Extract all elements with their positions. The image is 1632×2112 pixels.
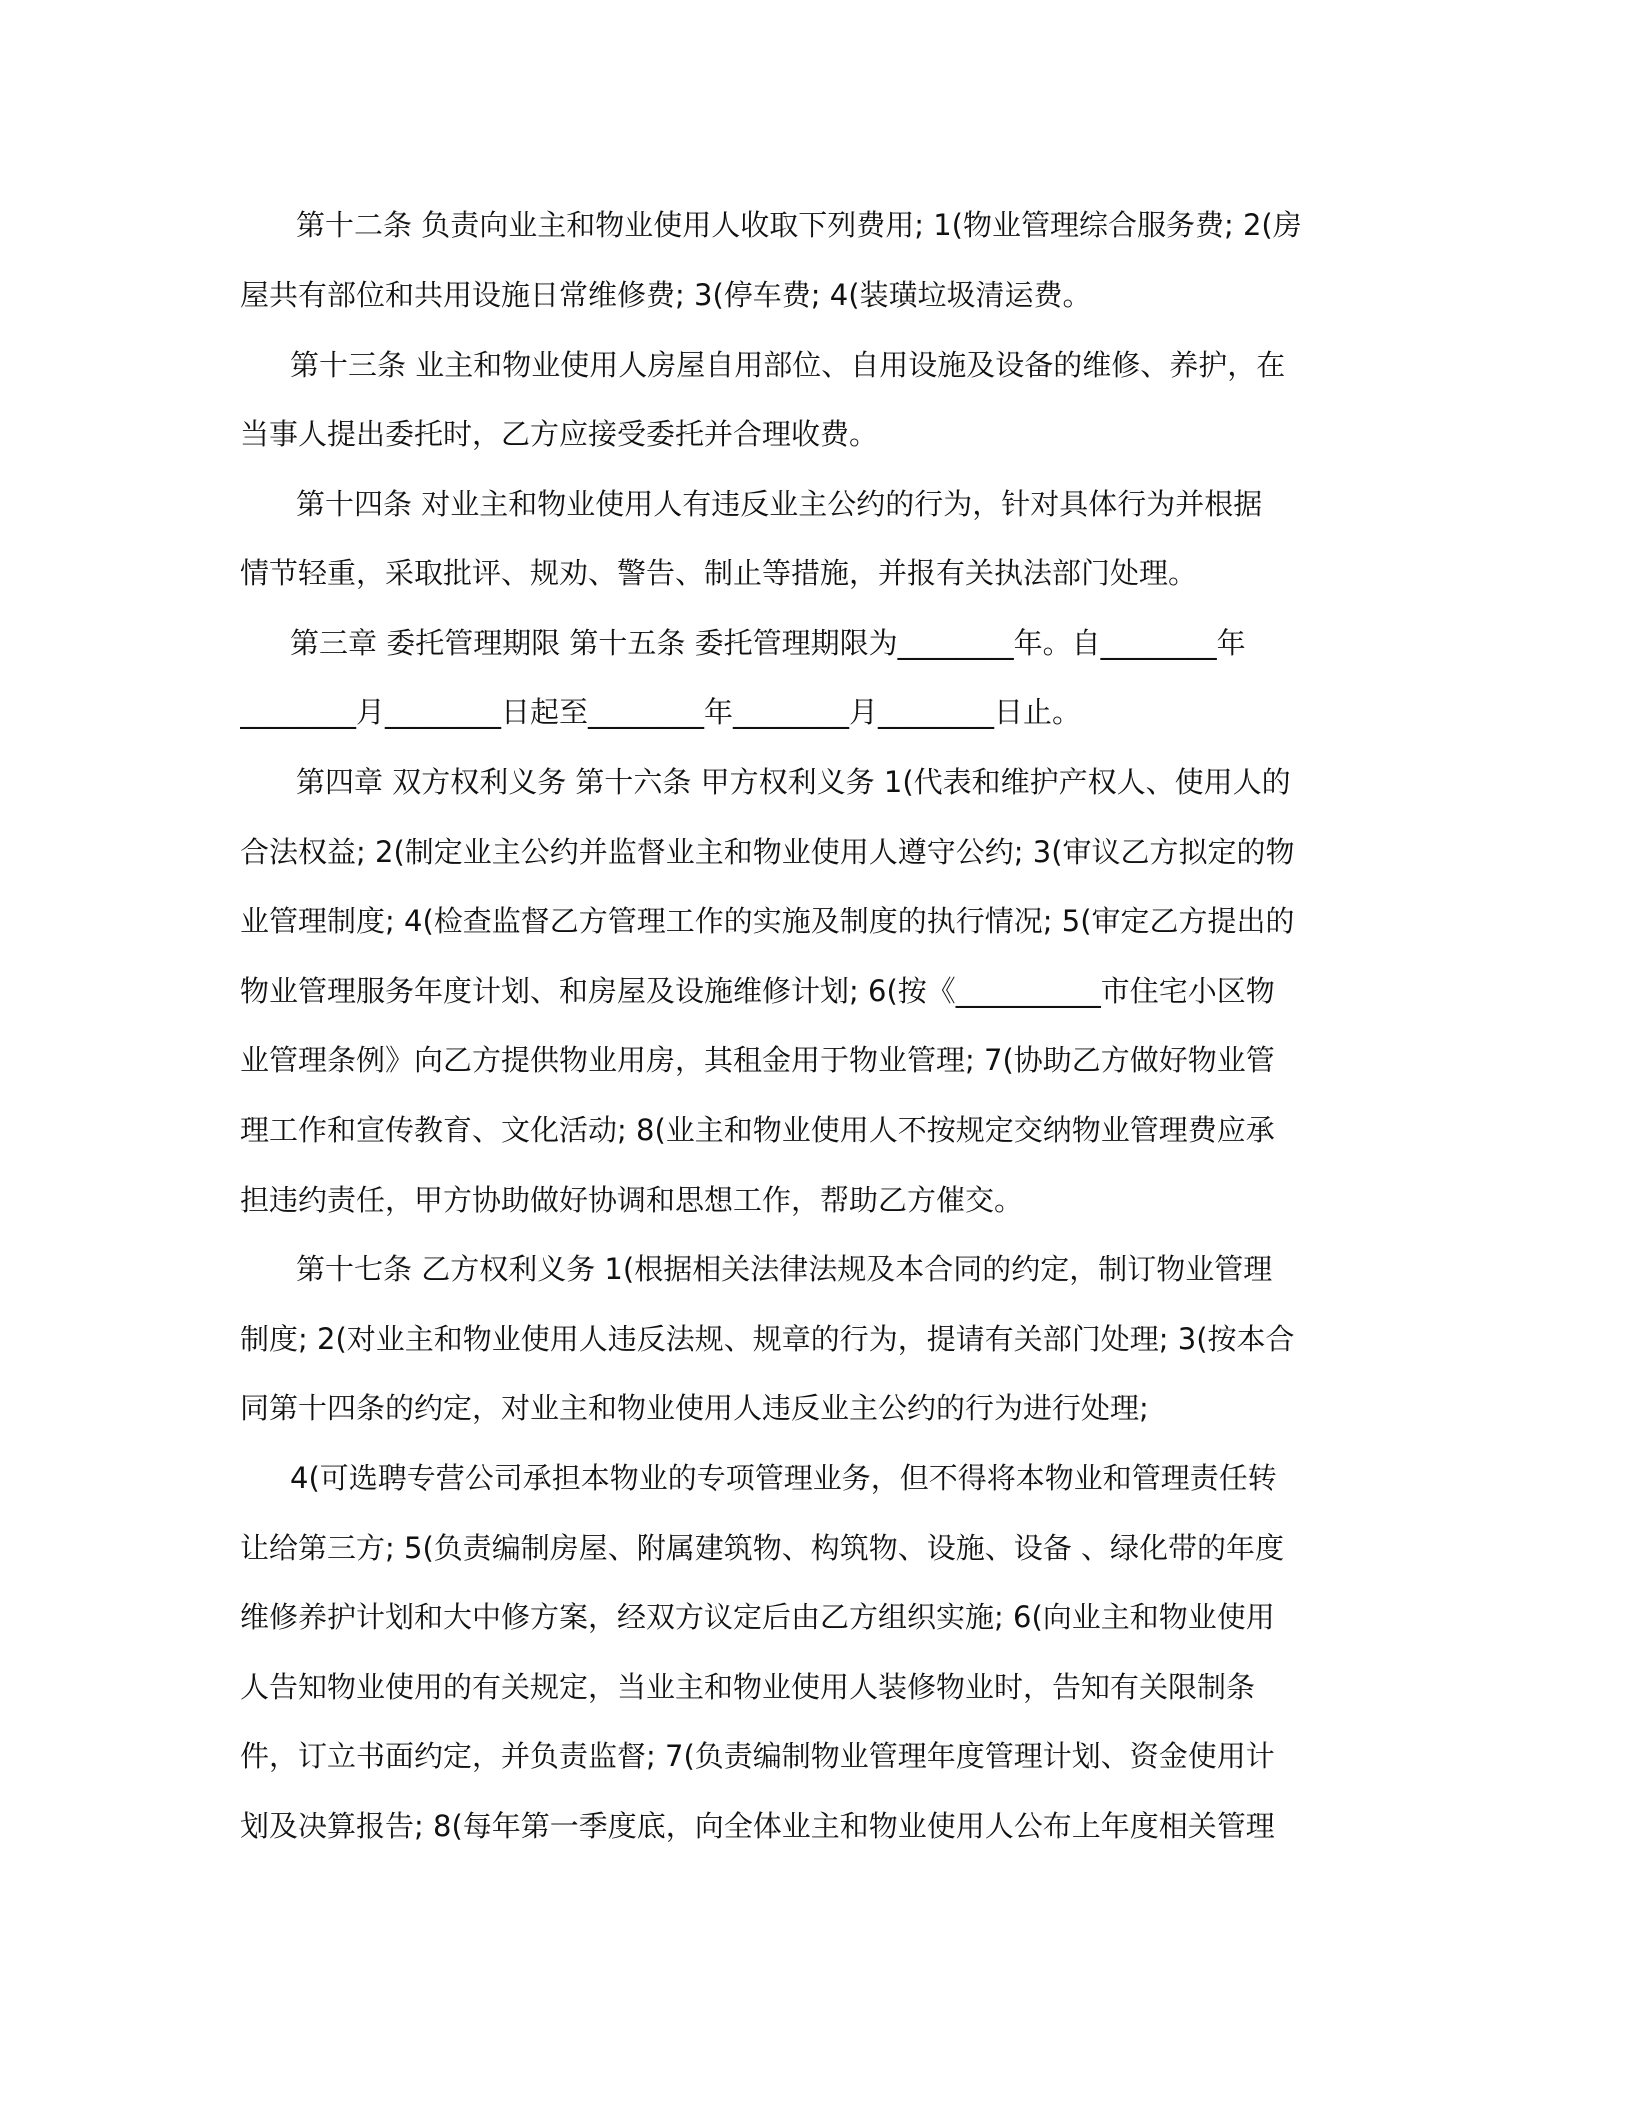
text-line: 第十四条 对业主和物业使用人有违反业主公约的行为，针对具体行为并根据 bbox=[296, 487, 1263, 521]
text-line: 当事人提出委托时，乙方应接受委托并合理收费。 bbox=[240, 417, 879, 451]
text-line: 同第十四条的约定，对业主和物业使用人违反业主公约的行为进行处理; bbox=[240, 1391, 1149, 1425]
text-line: 4(可选聘专营公司承担本物业的专项管理业务，但不得将本物业和管理责任转 bbox=[290, 1461, 1277, 1495]
text-line: 划及决算报告; 8(每年第一季度底，向全体业主和物业使用人公布上年度相关管理 bbox=[240, 1809, 1275, 1843]
text-line: 第四章 双方权利义务 第十六条 甲方权利义务 1(代表和维护产权人、使用人的 bbox=[296, 765, 1291, 799]
text-line: 理工作和宣传教育、文化活动; 8(业主和物业使用人不按规定交纳物业管理费应承 bbox=[240, 1113, 1275, 1147]
text-line: 物业管理服务年度计划、和房屋及设施维修计划; 6(按《__________市住宅小区物 bbox=[240, 974, 1275, 1008]
text-line: 第十三条 业主和物业使用人房屋自用部位、自用设施及设备的维修、养护，在 bbox=[290, 348, 1286, 382]
text-line: 业管理条例》向乙方提供物业用房，其租金用于物业管理; 7(协助乙方做好物业管 bbox=[240, 1043, 1275, 1077]
text-line: 情节轻重，采取批评、规劝、警告、制止等措施，并报有关执法部门处理。 bbox=[240, 556, 1198, 590]
text-line: 担违约责任，甲方协助做好协调和思想工作，帮助乙方催交。 bbox=[240, 1183, 1024, 1217]
text-line: 件，订立书面约定，并负责监督; 7(负责编制物业管理年度管理计划、资金使用计 bbox=[240, 1739, 1275, 1773]
text-line: 人告知物业使用的有关规定，当业主和物业使用人装修物业时，告知有关限制条 bbox=[240, 1670, 1256, 1704]
text-line: 合法权益; 2(制定业主公约并监督业主和物业使用人遵守公约; 3(审议乙方拟定的物 bbox=[240, 835, 1295, 869]
text-line: ________月________日起至________年________月________日止。 bbox=[240, 695, 1082, 729]
text-line: 屋共有部位和共用设施日常维修费; 3(停车费; 4(装璜垃圾清运费。 bbox=[240, 278, 1092, 312]
text-line: 业管理制度; 4(检查监督乙方管理工作的实施及制度的执行情况; 5(审定乙方提出的 bbox=[240, 904, 1295, 938]
text-line: 第三章 委托管理期限 第十五条 委托管理期限为________年。自________年 bbox=[290, 626, 1246, 660]
text-line: 第十二条 负责向业主和物业使用人收取下列费用; 1(物业管理综合服务费; 2(房 bbox=[296, 208, 1302, 242]
text-line: 让给第三方; 5(负责编制房屋、附属建筑物、构筑物、设施、设备 、绿化带的年度 bbox=[240, 1531, 1284, 1565]
text-line: 第十七条 乙方权利义务 1(根据相关法律法规及本合同的约定，制订物业管理 bbox=[296, 1252, 1273, 1286]
text-line: 制度; 2(对业主和物业使用人违反法规、规章的行为，提请有关部门处理; 3(按本合 bbox=[240, 1322, 1295, 1356]
text-line: 维修养护计划和大中修方案，经双方议定后由乙方组织实施; 6(向业主和物业使用 bbox=[240, 1600, 1275, 1634]
